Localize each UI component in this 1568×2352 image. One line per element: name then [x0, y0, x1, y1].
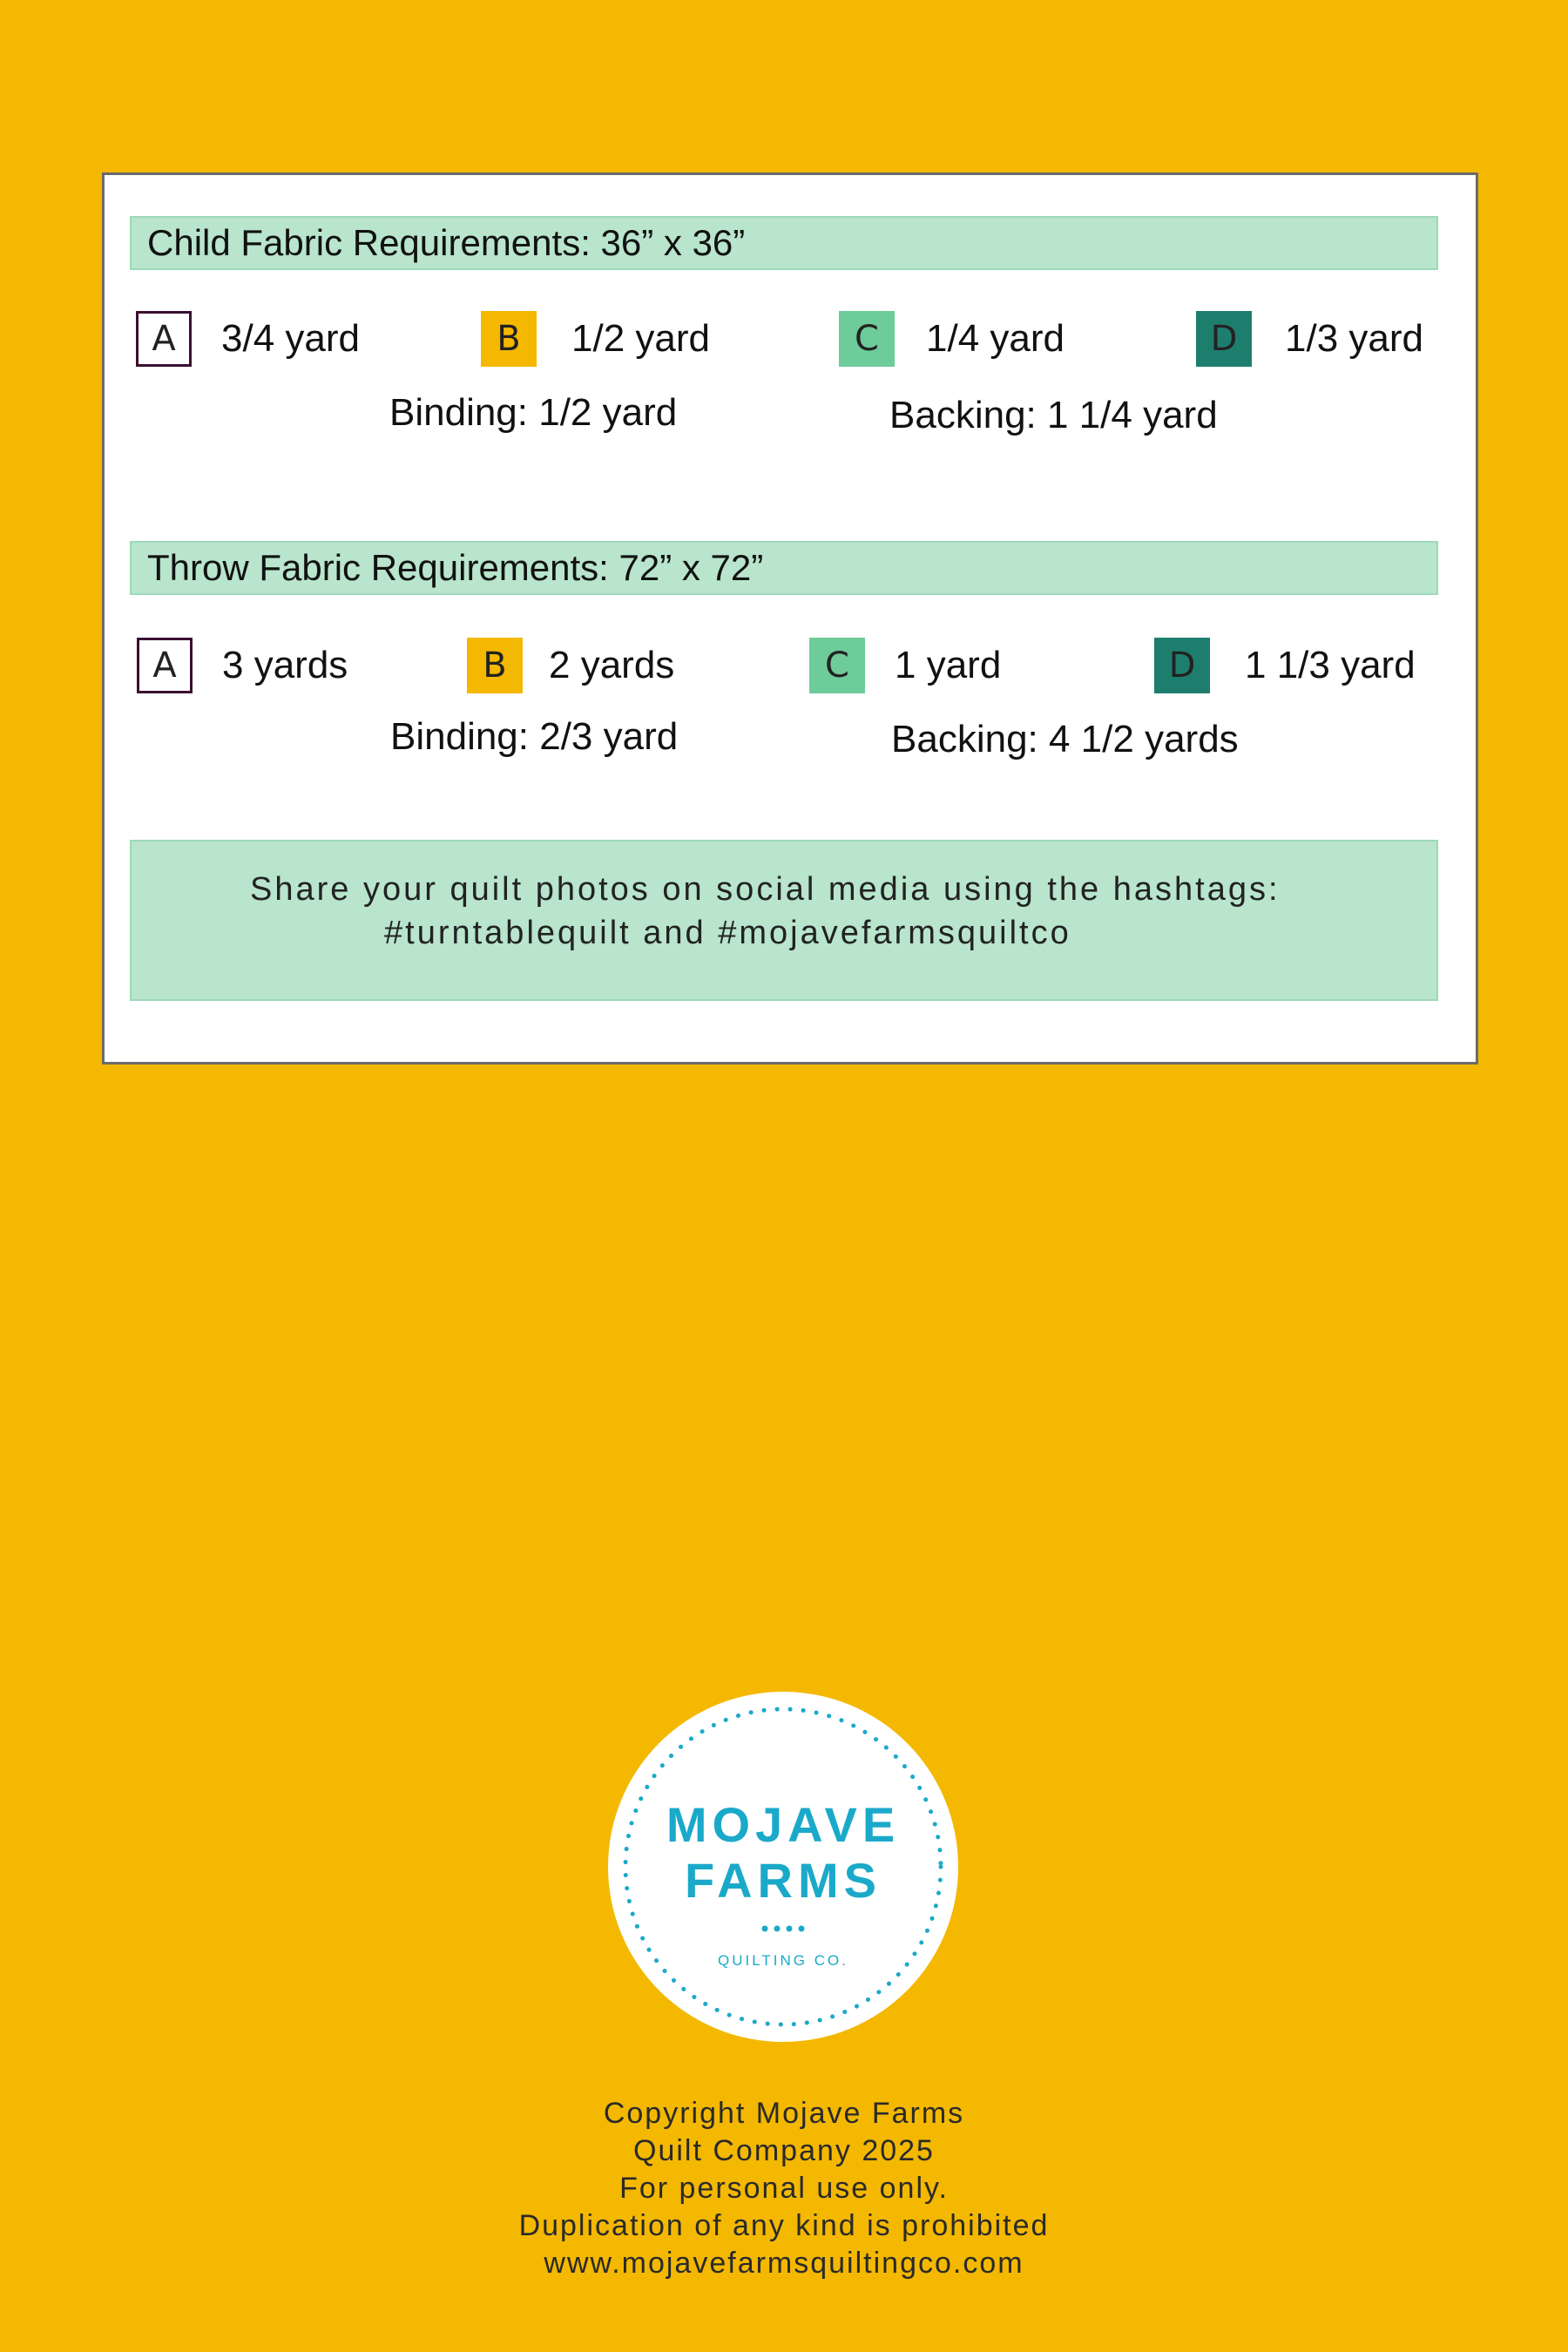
- throw-backing: Backing: 4 1/2 yards: [891, 718, 1239, 760]
- fabric-c-amount: 1 yard: [895, 644, 1002, 686]
- fabric-c-swatch: C: [809, 638, 865, 693]
- copyright-block: [0, 2095, 1568, 2282]
- fabric-a-swatch: A: [136, 311, 192, 367]
- fabric-b-amount: 2 yards: [549, 644, 675, 686]
- fabric-c-amount: 1/4 yard: [926, 317, 1064, 360]
- mojave-farms-logo: [608, 1692, 958, 2042]
- fabric-a-amount: 3/4 yard: [221, 317, 360, 360]
- duplication-notice: Duplication of any kind is prohibited: [518, 2209, 1050, 2242]
- logo-word-farms: FARMS: [685, 1853, 882, 1908]
- copyright-line: Copyright Mojave Farms: [603, 2097, 965, 2130]
- throw-fabric-c: [809, 637, 1001, 694]
- logo-tagline: QUILTING CO.: [718, 1952, 848, 1969]
- hashtag-share-box: [130, 840, 1438, 1001]
- fabric-b-amount: 1/2 yard: [571, 317, 710, 360]
- throw-fabric-b: [467, 637, 674, 694]
- copyright-line: Quilt Company 2025: [633, 2134, 935, 2167]
- throw-binding: Binding: 2/3 yard: [390, 715, 679, 758]
- child-fabric-a: [136, 310, 360, 368]
- child-requirements-header: Child Fabric Requirements: 36” x 36”: [130, 216, 1438, 270]
- child-fabric-d: [1196, 310, 1423, 368]
- child-binding: Binding: 1/2 yard: [389, 391, 678, 434]
- throw-fabric-d: [1154, 637, 1416, 694]
- logo-seal: [608, 1692, 958, 2042]
- website-link[interactable]: www.mojavefarmsquiltingco.com: [544, 2247, 1024, 2280]
- fabric-d-swatch: D: [1196, 311, 1252, 367]
- fabric-c-swatch: C: [839, 311, 895, 367]
- child-fabric-c: [839, 310, 1064, 368]
- fabric-d-swatch: D: [1154, 638, 1210, 693]
- fabric-d-amount: 1 1/3 yard: [1245, 644, 1416, 686]
- logo-word-mojave: MOJAVE: [666, 1797, 901, 1852]
- throw-requirements-header: Throw Fabric Requirements: 72” x 72”: [130, 541, 1438, 595]
- child-backing: Backing: 1 1/4 yard: [889, 394, 1218, 436]
- fabric-b-swatch: B: [481, 311, 537, 367]
- hashtags-text: #turntablequilt and #mojavefarmsquiltco: [384, 915, 1071, 951]
- fabric-b-swatch: B: [467, 638, 523, 693]
- share-text: Share your quilt photos on social media using the hashtags:: [250, 871, 1281, 908]
- fabric-a-amount: 3 yards: [222, 644, 348, 686]
- fabric-a-swatch: A: [137, 638, 193, 693]
- fabric-d-amount: 1/3 yard: [1285, 317, 1423, 360]
- throw-fabric-a: [137, 637, 348, 694]
- child-fabric-b: [481, 310, 710, 368]
- usage-notice: For personal use only.: [619, 2172, 949, 2205]
- fabric-requirements-card: [102, 172, 1478, 1064]
